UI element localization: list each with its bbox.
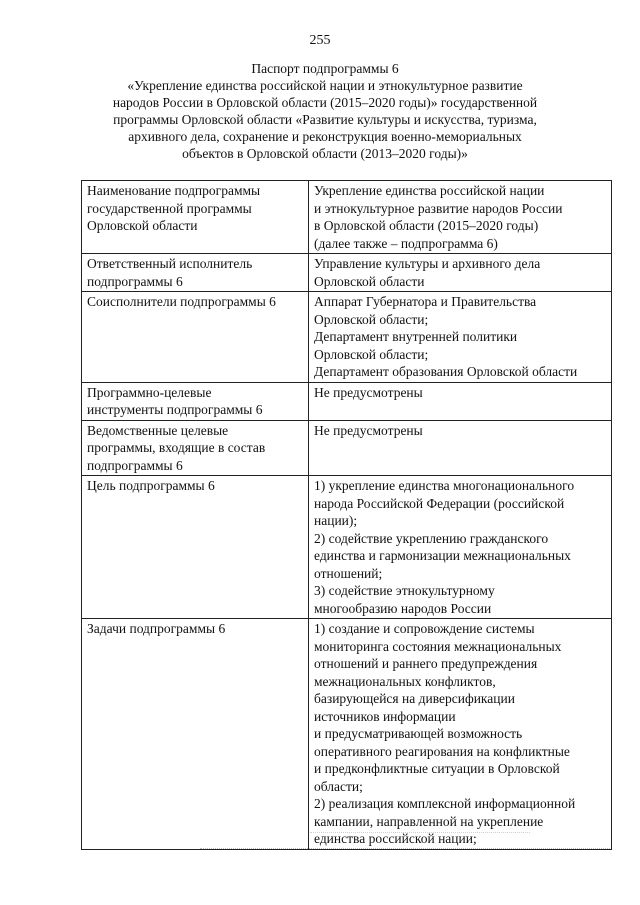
row-value-cell [309,181,612,254]
value-line: и этнокультурное развитие народов России [314,200,563,216]
table-row [82,619,612,850]
value-line: 2) реализация комплексной информационной [314,796,576,811]
value-line: Аппарат Губернатора и Правительства [314,294,537,309]
value-line: Не предусмотрены [314,422,423,438]
row-label-cell [82,181,309,254]
value-line: Орловской области [314,273,425,289]
value-line: отношений; [314,565,383,581]
page-number: 255 [309,33,331,48]
value-line: Не предусмотрены [314,384,423,400]
table-row [82,382,612,420]
value-line: базирующейся на диверсификации [314,691,515,706]
label-line: программы, входящие в состав [87,440,266,455]
label-line: Орловской области [87,218,198,233]
row-label-cell [82,619,309,850]
label-line: инструменты подпрограммы 6 [87,402,263,417]
table-row [82,181,612,254]
value-line: единства российской нации; [314,831,477,846]
value-line: и предконфликтные ситуации в Орловской [314,761,560,776]
heading-line: Паспорт подпрограммы 6 [251,61,399,76]
value-line: Управление культуры и архивного дела [314,256,541,271]
row-label-cell [82,254,309,292]
value-line: 2) содействие укреплению гражданского [314,530,549,546]
row-label-cell [82,476,309,619]
row-label-cell [82,420,309,476]
table-row [82,254,612,292]
value-line: многообразию народов России [314,600,492,616]
table-row [82,420,612,476]
heading-line: народов России в Орловской области (2015–2020 годы)» государственной [112,95,538,110]
row-value-cell [309,476,612,619]
value-line: кампании, направленной на укрепление [314,813,544,829]
value-line: 1) создание и сопровождение системы [314,621,535,636]
row-value-cell [309,619,612,850]
heading-line: «Укрепление единства российской нации и этнокультурное развитие [127,78,523,93]
value-line: и предусматривающей возможность [314,726,523,741]
label-line: Цель подпрограммы 6 [87,478,215,493]
row-value-cell [309,254,612,292]
label-line: Программно-целевые [87,384,212,400]
label-line: Задачи подпрограммы 6 [87,621,226,636]
row-value-cell [309,420,612,476]
document-heading [90,60,560,162]
value-line: Укрепление единства российской нации [314,183,545,198]
heading-line: программы Орловской области «Развитие культуры и искусства, туризма, [113,112,537,127]
heading-line: архивного дела, сохранение и реконструкция военно-мемориальных [128,129,522,144]
label-line: Соисполнители подпрограммы 6 [87,294,276,309]
row-label-cell [82,292,309,383]
value-line: межнациональных конфликтов, [314,673,496,689]
heading-line: объектов в Орловской области (2013–2020 годы)» [182,146,468,161]
value-line: отношений и раннего предупреждения [314,656,538,671]
value-line: 3) содействие этнокультурному [314,583,495,598]
value-line: источников информации [314,708,456,724]
label-line: подпрограммы 6 [87,273,183,289]
row-value-cell [309,292,612,383]
value-line: мониторинга состояния межнациональных [314,638,562,654]
row-value-cell [309,382,612,420]
label-line: подпрограммы 6 [87,457,183,473]
value-line: нации); [314,513,358,528]
label-line: государственной программы [87,200,252,216]
value-line: Департамент образования Орловской области [314,364,578,379]
passport-table [81,180,612,850]
row-label-cell [82,382,309,420]
table-row [82,476,612,619]
value-line: Орловской области; [314,311,429,327]
value-line: Департамент внутренней политики [314,329,518,344]
label-line: Ответственный исполнитель [87,256,253,271]
label-line: Ведомственные целевые [87,422,229,438]
value-line: Орловской области; [314,346,429,362]
value-line: в Орловской области (2015–2020 годы) [314,218,539,233]
table-row [82,292,612,383]
scan-artifact [310,832,530,834]
value-line: 1) укрепление единства многонационального [314,478,575,493]
value-line: (далее также – подпрограмма 6) [314,235,498,251]
value-line: народа Российской Федерации (российской [314,495,565,511]
scan-artifact [200,848,610,850]
value-line: области; [314,778,363,794]
value-line: оперативного реагирования на конфликтные [314,743,570,759]
label-line: Наименование подпрограммы [87,183,261,198]
value-line: единства и гармонизации межнациональных [314,548,571,563]
